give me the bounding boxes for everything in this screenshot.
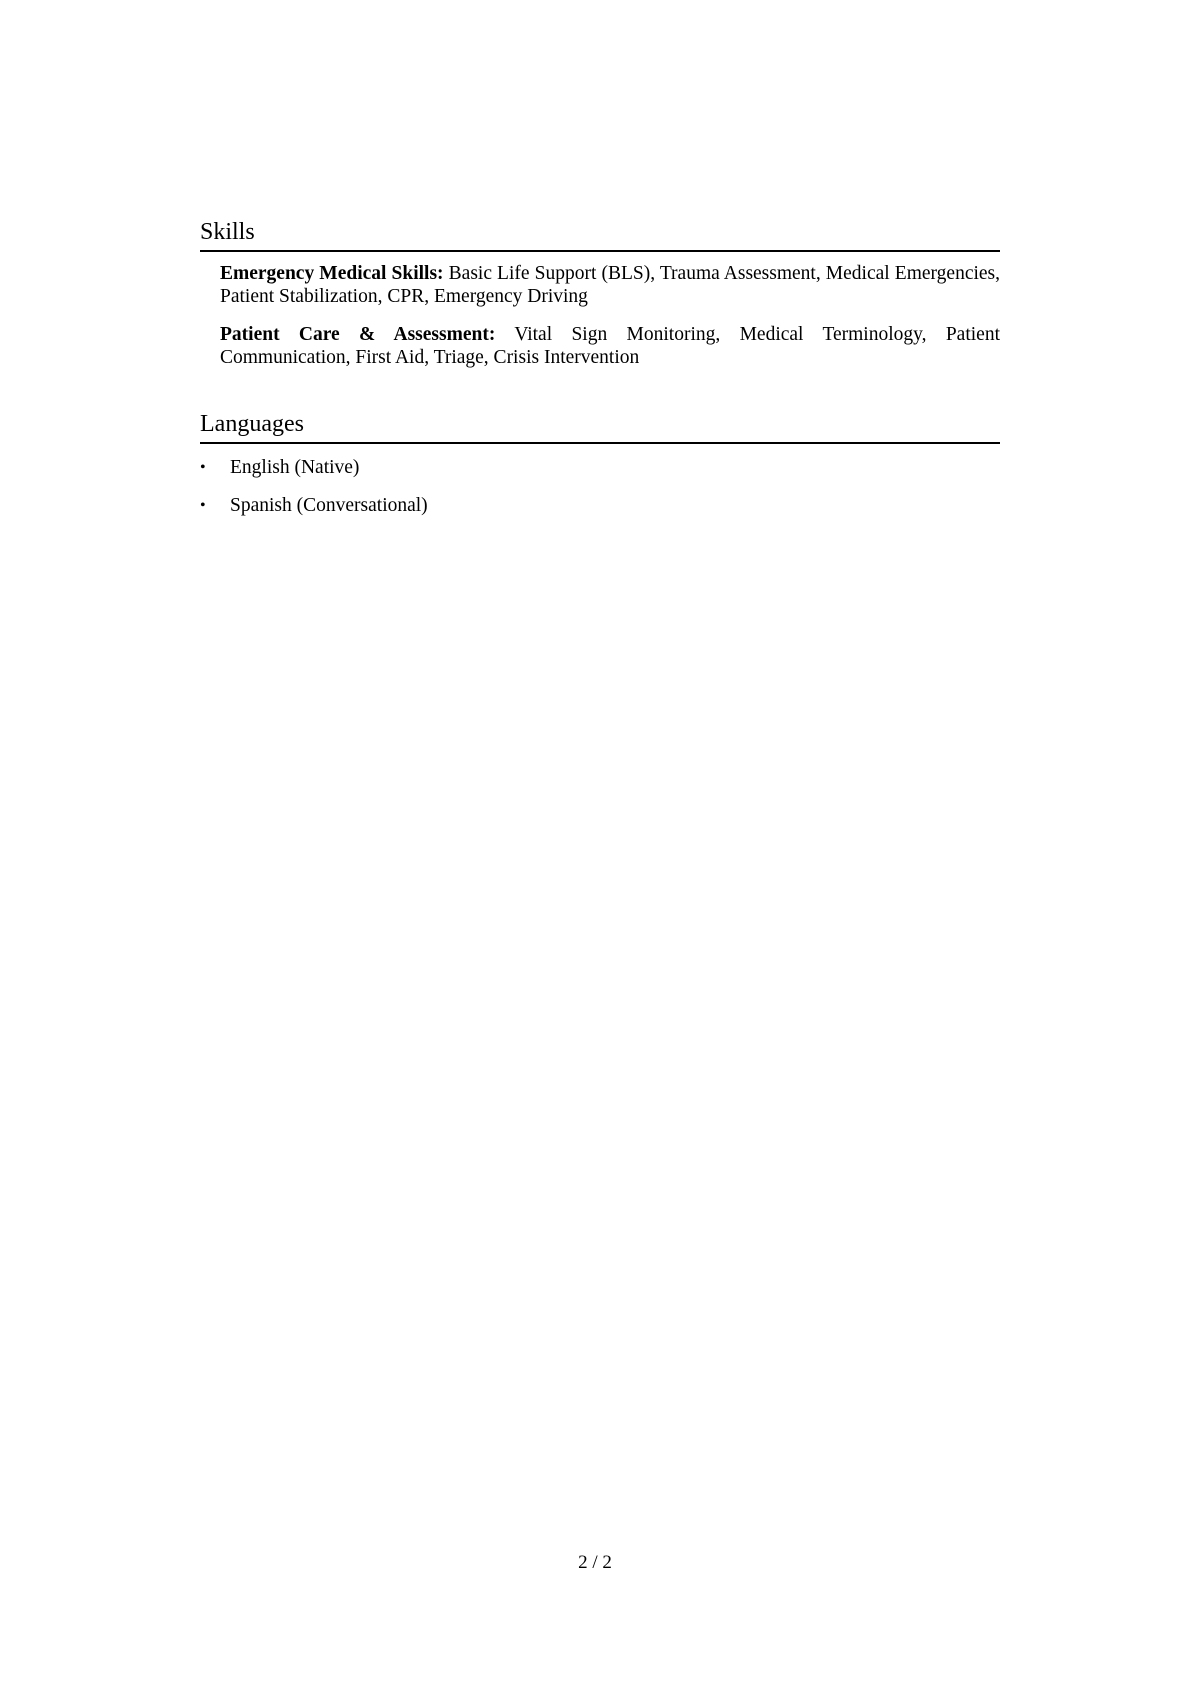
- bullet-icon: •: [200, 497, 206, 514]
- skill-details: Vital Sign Monitoring, Medical Terminology, Patient Communication, First Aid, Triage, Crisis Intervention: [220, 324, 1000, 368]
- languages-list: [200, 456, 1000, 517]
- language-item: [200, 494, 1000, 517]
- page-number: 2 / 2: [578, 1552, 612, 1573]
- bullet-icon: •: [200, 459, 206, 476]
- section-heading-languages: Languages: [200, 410, 1000, 444]
- skill-entry: [220, 262, 1000, 308]
- language-label: English (Native): [230, 457, 360, 478]
- skill-entry: [220, 323, 1000, 369]
- skill-details: Basic Life Support (BLS), Trauma Assessment, Medical Emergencies, Patient Stabilization, CPR, Emergency Driving: [220, 263, 1001, 307]
- skills-section: [200, 218, 1000, 369]
- language-item: [200, 456, 1000, 479]
- skill-category: Emergency Medical Skills:: [220, 263, 444, 284]
- languages-section: [200, 410, 1000, 517]
- language-label: Spanish (Conversational): [230, 495, 428, 516]
- skills-list: [200, 262, 1000, 369]
- skill-category: Patient Care & Assessment:: [220, 324, 496, 345]
- section-heading-skills: Skills: [200, 218, 1000, 252]
